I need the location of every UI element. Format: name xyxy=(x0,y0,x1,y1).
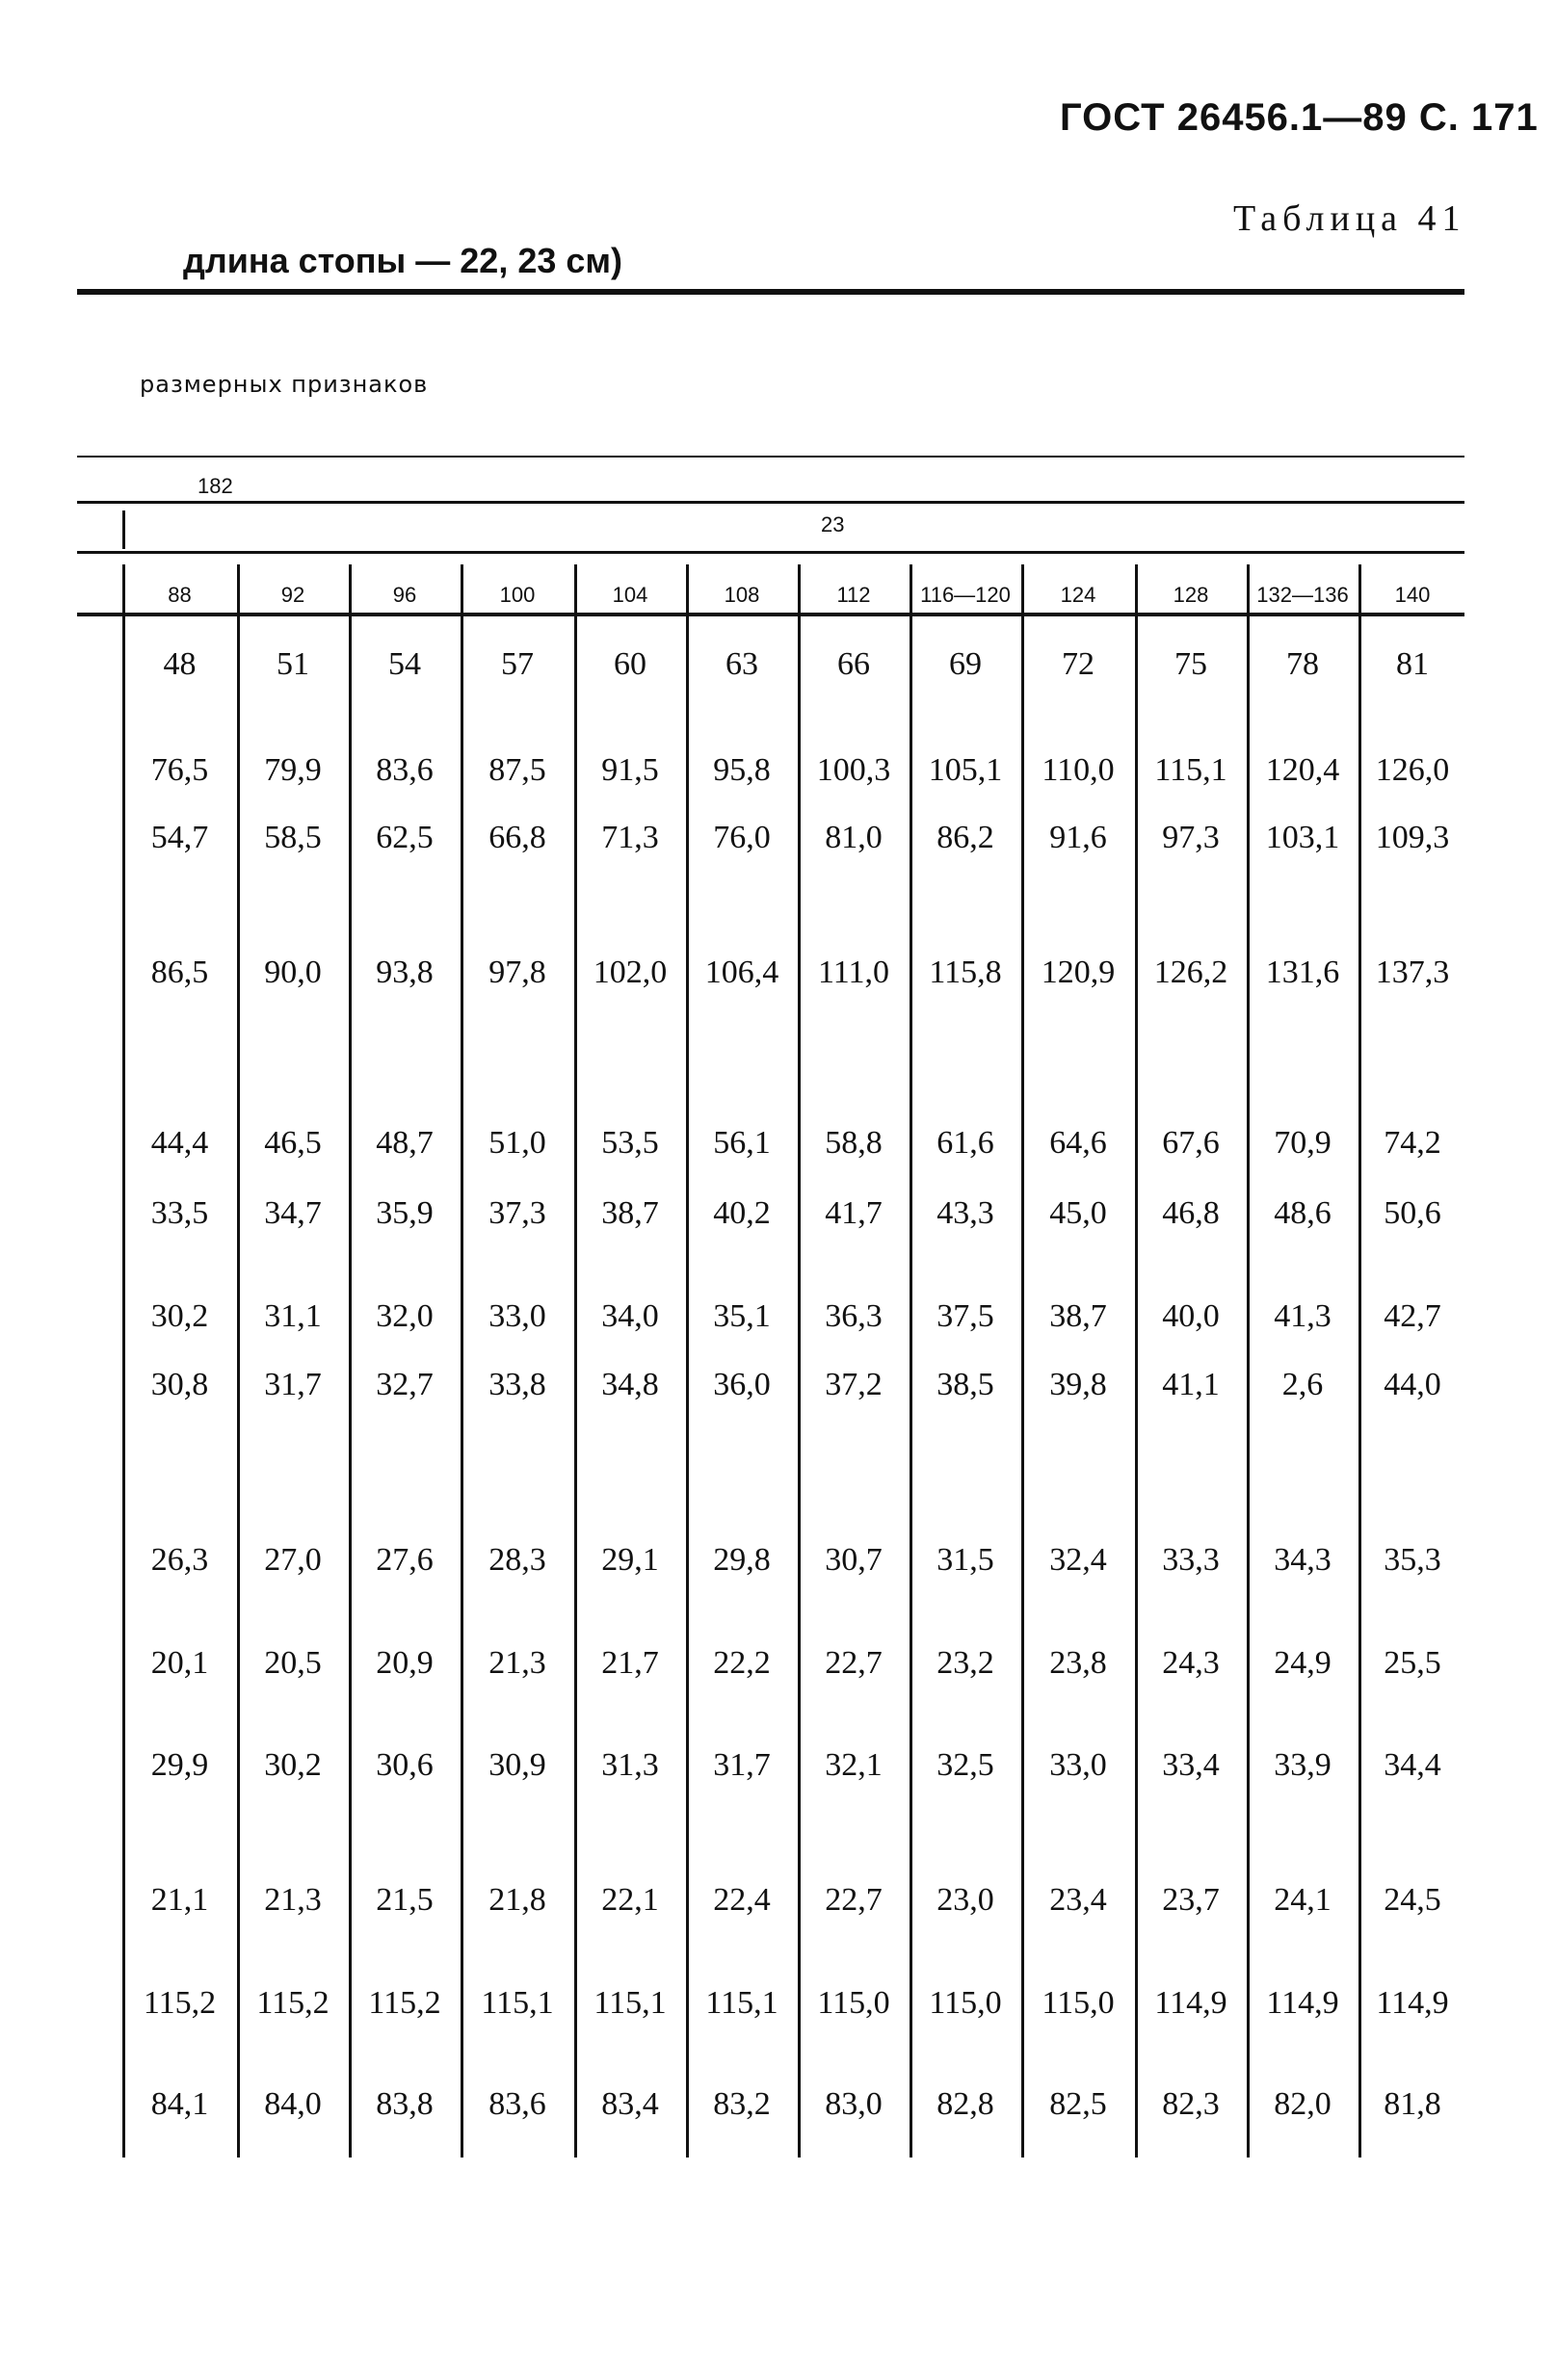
column-header: 124 xyxy=(1060,583,1096,607)
table-cell: 36,0 xyxy=(713,1367,771,1402)
table-cell: 48,6 xyxy=(1274,1195,1332,1231)
table-cell: 48,7 xyxy=(376,1125,434,1161)
table-cell: 20,1 xyxy=(150,1645,209,1681)
table-cell: 43,3 xyxy=(936,1195,994,1231)
table-cell: 24,9 xyxy=(1274,1645,1332,1681)
table-cell: 30,8 xyxy=(150,1367,209,1402)
foot-length-bracket xyxy=(122,510,125,549)
table-cell: 120,9 xyxy=(1041,955,1116,990)
header-column-separator xyxy=(574,564,577,615)
table-cell: 37,2 xyxy=(825,1367,883,1402)
table-cell: 34,0 xyxy=(601,1298,659,1334)
table-cell: 34,7 xyxy=(264,1195,322,1231)
title-rule xyxy=(77,289,1464,295)
table-cell: 29,9 xyxy=(150,1747,209,1783)
table-cell: 84,1 xyxy=(150,2086,209,2122)
table-cell: 51,0 xyxy=(488,1125,546,1161)
column-header: 128 xyxy=(1173,583,1209,607)
table-cell: 83,8 xyxy=(376,2086,434,2122)
table-cell: 25,5 xyxy=(1384,1645,1441,1681)
table-cell: 56,1 xyxy=(713,1125,771,1161)
table-cell: 95,8 xyxy=(713,752,771,788)
table-cell: 115,1 xyxy=(593,1985,667,2021)
table-cell: 54 xyxy=(388,646,421,682)
table-cell: 31,3 xyxy=(601,1747,659,1783)
table-cell: 33,0 xyxy=(1049,1747,1107,1783)
table-cell: 83,4 xyxy=(601,2086,659,2122)
table-cell: 61,6 xyxy=(936,1125,994,1161)
table-cell: 82,8 xyxy=(936,2086,994,2122)
table-cell: 137,3 xyxy=(1375,955,1450,990)
table-cell: 40,2 xyxy=(713,1195,771,1231)
table-cell: 29,1 xyxy=(601,1542,659,1578)
table-cell: 75 xyxy=(1174,646,1207,682)
table-cell: 48 xyxy=(163,646,197,682)
table-cell: 79,9 xyxy=(264,752,322,788)
table-cell: 33,0 xyxy=(488,1298,546,1334)
table-cell: 102,0 xyxy=(593,955,668,990)
table-cell: 40,0 xyxy=(1162,1298,1220,1334)
table-cell: 67,6 xyxy=(1162,1125,1220,1161)
table-cell: 111,0 xyxy=(818,955,889,990)
table-cell: 30,7 xyxy=(825,1542,883,1578)
table-cell: 44,0 xyxy=(1384,1367,1441,1402)
table-cell: 58,5 xyxy=(264,820,322,855)
column-header: 108 xyxy=(724,583,760,607)
column-header: 96 xyxy=(392,583,417,607)
table-cell: 81,8 xyxy=(1384,2086,1441,2122)
table-cell: 83,2 xyxy=(713,2086,771,2122)
table-cell: 22,7 xyxy=(825,1645,883,1681)
table-cell: 34,3 xyxy=(1274,1542,1332,1578)
table-cell: 106,4 xyxy=(704,955,779,990)
table-cell: 33,3 xyxy=(1162,1542,1220,1578)
header-rule-2 xyxy=(77,501,1464,504)
table-cell: 83,6 xyxy=(376,752,434,788)
header-column-separator xyxy=(798,564,801,615)
table-cell: 57 xyxy=(501,646,534,682)
table-cell: 20,5 xyxy=(264,1645,322,1681)
table-cell: 32,7 xyxy=(376,1367,434,1402)
table-cell: 115,1 xyxy=(705,1985,778,2021)
table-cell: 33,4 xyxy=(1162,1747,1220,1783)
table-cell: 30,6 xyxy=(376,1747,434,1783)
table-cell: 33,8 xyxy=(488,1367,546,1402)
table-cell: 34,4 xyxy=(1384,1747,1441,1783)
table-cell: 66,8 xyxy=(488,820,546,855)
table-cell: 36,3 xyxy=(825,1298,883,1334)
header-rule-4 xyxy=(77,613,1464,616)
table-cell: 60 xyxy=(614,646,646,682)
table-cell: 76,5 xyxy=(150,752,209,788)
header-column-separator xyxy=(1358,564,1361,615)
table-cell: 70,9 xyxy=(1274,1125,1332,1161)
table-cell: 21,3 xyxy=(264,1882,322,1918)
table-cell: 28,3 xyxy=(488,1542,546,1578)
table-cell: 81,0 xyxy=(825,820,883,855)
header-column-separator xyxy=(686,564,689,615)
table-cell: 81 xyxy=(1396,646,1429,682)
table-cell: 86,5 xyxy=(150,955,209,990)
table-cell: 103,1 xyxy=(1265,820,1340,855)
table-cell: 126,2 xyxy=(1153,955,1228,990)
table-cell: 120,4 xyxy=(1265,752,1340,788)
table-cell: 21,7 xyxy=(601,1645,659,1681)
table-cell: 66 xyxy=(837,646,870,682)
table-cell: 34,8 xyxy=(601,1367,659,1402)
table-cell: 21,8 xyxy=(488,1882,546,1918)
table-cell: 2,6 xyxy=(1281,1367,1324,1402)
table-cell: 115,2 xyxy=(143,1985,217,2021)
table-cell: 114,9 xyxy=(1154,1985,1227,2021)
table-cell: 31,1 xyxy=(264,1298,322,1334)
table-cell: 78 xyxy=(1286,646,1319,682)
table-cell: 24,1 xyxy=(1274,1882,1332,1918)
table-cell: 22,1 xyxy=(601,1882,659,1918)
header-column-separator xyxy=(910,564,912,615)
column-header: 100 xyxy=(499,583,536,607)
table-cell: 91,5 xyxy=(601,752,659,788)
column-header: 112 xyxy=(836,583,871,607)
table-cell: 26,3 xyxy=(150,1542,209,1578)
table-cell: 41,1 xyxy=(1162,1367,1220,1402)
table-cell: 115,1 xyxy=(1154,752,1227,788)
table-cell: 30,2 xyxy=(264,1747,322,1783)
table-cell: 32,4 xyxy=(1049,1542,1107,1578)
table-cell: 33,5 xyxy=(150,1195,209,1231)
table-cell: 35,3 xyxy=(1384,1542,1441,1578)
table-cell: 63 xyxy=(725,646,758,682)
table-cell: 27,0 xyxy=(264,1542,322,1578)
table-cell: 114,9 xyxy=(1266,1985,1339,2021)
table-cell: 29,8 xyxy=(713,1542,771,1578)
table-cell: 64,6 xyxy=(1049,1125,1107,1161)
table-cell: 22,7 xyxy=(825,1882,883,1918)
table-cell: 41,3 xyxy=(1274,1298,1332,1334)
table-cell: 31,7 xyxy=(713,1747,771,1783)
table-cell: 46,5 xyxy=(264,1125,322,1161)
table-cell: 24,3 xyxy=(1162,1645,1220,1681)
table-cell: 21,1 xyxy=(150,1882,209,1918)
column-header: 104 xyxy=(612,583,648,607)
table-cell: 115,0 xyxy=(929,1985,1002,2021)
table-cell: 87,5 xyxy=(488,752,546,788)
table-cell: 86,2 xyxy=(936,820,994,855)
header-column-separator xyxy=(461,564,463,615)
table-cell: 42,7 xyxy=(1384,1298,1441,1334)
running-head: ГОСТ 26456.1—89 С. 171 xyxy=(1060,96,1539,139)
table-subtitle: длина стопы — 22, 23 см) xyxy=(183,241,623,280)
header-column-separator xyxy=(1247,564,1250,615)
table-cell: 44,4 xyxy=(150,1125,209,1161)
column-header: 92 xyxy=(280,583,305,607)
table-cell: 82,3 xyxy=(1162,2086,1220,2122)
column-header: 88 xyxy=(168,583,192,607)
table-cell: 46,8 xyxy=(1162,1195,1220,1231)
table-cell: 62,5 xyxy=(376,820,434,855)
table-cell: 71,3 xyxy=(601,820,659,855)
table-cell: 115,0 xyxy=(817,1985,890,2021)
table-cell: 23,2 xyxy=(936,1645,994,1681)
table-cell: 22,2 xyxy=(713,1645,771,1681)
header-rule-top xyxy=(77,456,1464,458)
table-cell: 23,0 xyxy=(936,1882,994,1918)
header-column-separator xyxy=(349,564,352,615)
table-cell: 41,7 xyxy=(825,1195,883,1231)
table-cell: 31,7 xyxy=(264,1367,322,1402)
table-cell: 30,2 xyxy=(150,1298,209,1334)
table-cell: 115,1 xyxy=(481,1985,554,2021)
table-cell: 58,8 xyxy=(825,1125,883,1161)
column-header: 132—136 xyxy=(1256,583,1349,607)
table-cell: 74,2 xyxy=(1384,1125,1441,1161)
table-cell: 23,8 xyxy=(1049,1645,1107,1681)
table-cell: 115,2 xyxy=(368,1985,441,2021)
section-label: размерных признаков xyxy=(140,371,429,398)
header-column-separator xyxy=(122,564,125,615)
header-column-separator xyxy=(237,564,240,615)
table-cell: 105,1 xyxy=(928,752,1003,788)
table-cell: 38,7 xyxy=(601,1195,659,1231)
table-cell: 72 xyxy=(1062,646,1094,682)
table-cell: 38,5 xyxy=(936,1367,994,1402)
table-cell: 24,5 xyxy=(1384,1882,1441,1918)
table-cell: 82,5 xyxy=(1049,2086,1107,2122)
table-cell: 97,8 xyxy=(488,955,546,990)
table-cell: 20,9 xyxy=(376,1645,434,1681)
table-cell: 51 xyxy=(277,646,309,682)
table-cell: 50,6 xyxy=(1384,1195,1441,1231)
table-cell: 115,8 xyxy=(929,955,1002,990)
table-cell: 115,2 xyxy=(256,1985,330,2021)
table-cell: 97,3 xyxy=(1162,820,1220,855)
column-header: 116—120 xyxy=(920,583,1011,607)
table-cell: 22,4 xyxy=(713,1882,771,1918)
table-cell: 38,7 xyxy=(1049,1298,1107,1334)
table-cell: 33,9 xyxy=(1274,1747,1332,1783)
table-cell: 110,0 xyxy=(1042,752,1115,788)
table-cell: 82,0 xyxy=(1274,2086,1332,2122)
table-cell: 93,8 xyxy=(376,955,434,990)
table-cell: 21,3 xyxy=(488,1645,546,1681)
table-cell: 83,0 xyxy=(825,2086,883,2122)
table-cell: 31,5 xyxy=(936,1542,994,1578)
table-cell: 69 xyxy=(949,646,982,682)
table-cell: 91,6 xyxy=(1049,820,1107,855)
table-cell: 131,6 xyxy=(1265,955,1340,990)
table-cell: 32,1 xyxy=(825,1747,883,1783)
height-value: 182 xyxy=(198,474,233,498)
table-cell: 84,0 xyxy=(264,2086,322,2122)
table-cell: 37,3 xyxy=(488,1195,546,1231)
table-cell: 37,5 xyxy=(936,1298,994,1334)
table-caption: Таблица 41 xyxy=(1233,198,1466,239)
table-cell: 114,9 xyxy=(1376,1985,1449,2021)
table-cell: 21,5 xyxy=(376,1882,434,1918)
table-cell: 39,8 xyxy=(1049,1367,1107,1402)
table-cell: 32,0 xyxy=(376,1298,434,1334)
table-cell: 90,0 xyxy=(264,955,322,990)
table-cell: 30,9 xyxy=(488,1747,546,1783)
header-column-separator xyxy=(1021,564,1024,615)
column-header: 140 xyxy=(1394,583,1431,607)
table-cell: 35,1 xyxy=(713,1298,771,1334)
table-cell: 100,3 xyxy=(816,752,891,788)
table-cell: 53,5 xyxy=(601,1125,659,1161)
foot-length-value: 23 xyxy=(821,512,845,536)
table-cell: 54,7 xyxy=(150,820,209,855)
table-cell: 27,6 xyxy=(376,1542,434,1578)
table-cell: 32,5 xyxy=(936,1747,994,1783)
table-cell: 83,6 xyxy=(488,2086,546,2122)
table-cell: 45,0 xyxy=(1049,1195,1107,1231)
header-column-separator xyxy=(1135,564,1138,615)
table-cell: 23,4 xyxy=(1049,1882,1107,1918)
table-cell: 35,9 xyxy=(376,1195,434,1231)
table-cell: 76,0 xyxy=(713,820,771,855)
table-cell: 115,0 xyxy=(1042,1985,1115,2021)
table-cell: 126,0 xyxy=(1375,752,1450,788)
table-cell: 109,3 xyxy=(1375,820,1450,855)
header-rule-3 xyxy=(77,551,1464,554)
table-cell: 23,7 xyxy=(1162,1882,1220,1918)
